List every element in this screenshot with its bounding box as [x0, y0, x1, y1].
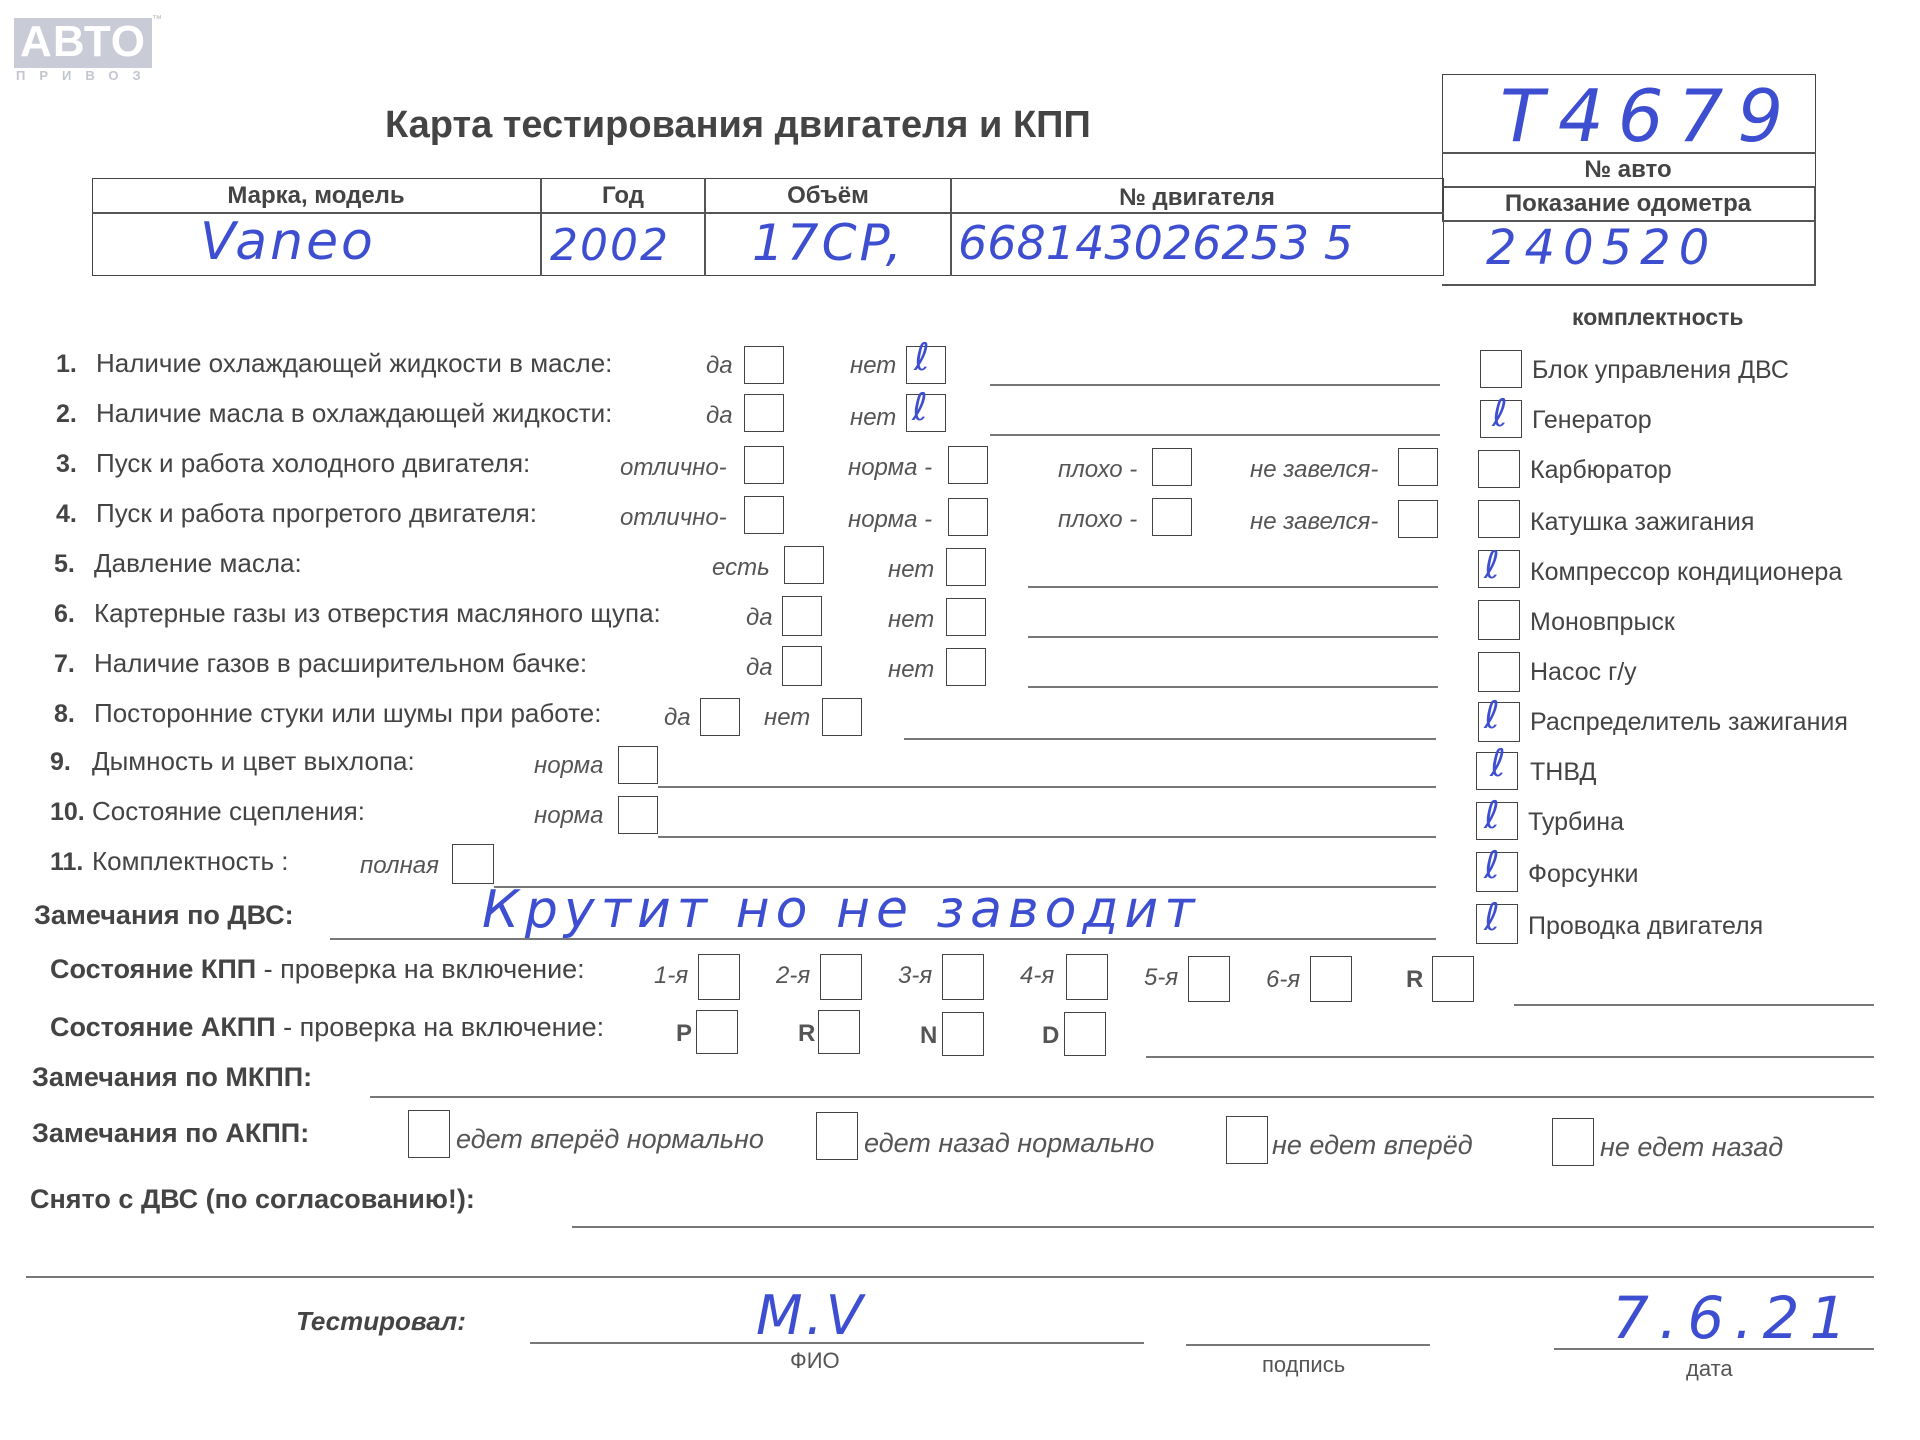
akpp-gear-d-checkbox[interactable]: [1064, 1012, 1106, 1056]
make-value: Vaneo: [200, 212, 376, 272]
mkpp-remarks-line: [370, 1096, 1874, 1098]
kit-checkbox-carburetor[interactable]: [1478, 450, 1520, 488]
q7-opt-a: да: [746, 654, 773, 681]
fio-caption: ФИО: [790, 1348, 840, 1373]
akpp-gear-p-label: P: [676, 1020, 693, 1047]
q5-checkbox-b[interactable]: [946, 548, 986, 586]
q4-checkbox-c[interactable]: [1152, 498, 1192, 536]
q8-opt-a: да: [664, 704, 691, 731]
logo-subtitle: ПРИВОЗ: [16, 68, 155, 83]
kpp-gear-5-label: 5-я: [1144, 964, 1179, 991]
q6-number: 6.: [54, 600, 75, 628]
q8-checkbox-a[interactable]: [700, 698, 740, 736]
q6-opt-b: нет: [888, 606, 935, 633]
kpp-gear-1-checkbox[interactable]: [698, 954, 740, 1000]
q3-checkbox-c[interactable]: [1152, 448, 1192, 486]
q10-opt-a: норма: [534, 802, 604, 829]
kpp-label: Состояние КПП: [50, 954, 257, 984]
q8-text: Посторонние стуки или шумы при работе:: [94, 698, 602, 728]
q3-checkbox-a[interactable]: [744, 446, 784, 484]
kpp-gear-2-label: 2-я: [776, 962, 811, 989]
kpp-suffix: - проверка на включение:: [256, 954, 585, 984]
q4-text: Пуск и работа прогретого двигателя:: [96, 498, 537, 528]
kit-check-injectors: ℓ: [1484, 843, 1500, 887]
kpp-gear-6-label: 6-я: [1266, 966, 1301, 993]
akpp-gear-p-checkbox[interactable]: [696, 1010, 738, 1054]
kit-checkbox-coil[interactable]: [1478, 500, 1520, 538]
tester-name: M.V: [756, 1284, 866, 1347]
q5-text: Давление масла:: [94, 548, 302, 578]
akpp-remark-no-back-checkbox[interactable]: [1552, 1118, 1594, 1166]
q9-text: Дымность и цвет выхлопа:: [92, 746, 415, 776]
year-value: 2002: [550, 220, 670, 271]
date-caption: дата: [1686, 1356, 1733, 1381]
akpp-label: Состояние АКПП: [50, 1012, 276, 1042]
q11-checkbox-a[interactable]: [452, 844, 494, 884]
q4-opt-c: плохо -: [1058, 506, 1138, 533]
akpp-remark-back-ok-checkbox[interactable]: [816, 1112, 858, 1160]
make-label: Марка, модель: [227, 182, 405, 209]
kit-check-wiring: ℓ: [1484, 895, 1500, 939]
akpp-remark-no-back-label: не едет назад: [1600, 1132, 1784, 1162]
q2-opt-a: да: [706, 402, 733, 429]
q4-number: 4.: [56, 500, 77, 528]
engine-label: № двигателя: [1119, 184, 1275, 211]
q6-line: [1028, 636, 1438, 638]
q3-checkbox-b[interactable]: [948, 446, 988, 484]
akpp-gear-n-label: N: [920, 1022, 938, 1049]
q7-text: Наличие газов в расширительном бачке:: [94, 648, 588, 678]
separator-line: [26, 1276, 1874, 1278]
removed-line: [572, 1226, 1874, 1228]
akpp-gear-r-checkbox[interactable]: [818, 1010, 860, 1054]
q4-checkbox-b[interactable]: [948, 498, 988, 536]
q4-opt-b: норма -: [848, 506, 933, 533]
kit-label-wiring: Проводка двигателя: [1528, 912, 1764, 940]
q8-line: [904, 738, 1436, 740]
kit-label-injectors: Форсунки: [1528, 860, 1639, 888]
removed-label: Снято с ДВС (по согласованию!):: [30, 1184, 475, 1214]
q1-opt-b: нет: [850, 352, 897, 379]
akpp-gear-r-label: R: [798, 1020, 816, 1047]
q7-number: 7.: [54, 650, 75, 678]
q6-checkbox-b[interactable]: [946, 598, 986, 636]
q1-checkbox-a[interactable]: [744, 346, 784, 384]
kit-check-ac-compressor: ℓ: [1484, 543, 1500, 587]
kit-label-ecu: Блок управления ДВС: [1532, 356, 1789, 384]
kit-label-tnvd: ТНВД: [1530, 758, 1597, 786]
tested-label: Тестировал:: [296, 1306, 466, 1336]
q2-checkbox-a[interactable]: [744, 394, 784, 432]
signature-caption: подпись: [1262, 1352, 1346, 1377]
akpp-remark-no-forward-checkbox[interactable]: [1226, 1116, 1268, 1164]
kpp-gear-1-label: 1-я: [654, 962, 689, 989]
akpp-remark-forward-ok-checkbox[interactable]: [408, 1110, 450, 1158]
mkpp-remarks-label: Замечания по МКПП:: [32, 1062, 313, 1092]
kpp-gear-r-label: R: [1406, 966, 1424, 993]
kit-label-carburetor: Карбюратор: [1530, 456, 1672, 484]
q9-line: [658, 786, 1436, 788]
kit-label-ac-compressor: Компрессор кондиционера: [1530, 558, 1843, 586]
q3-number: 3.: [56, 450, 77, 478]
kit-checkbox-monoinjection[interactable]: [1478, 600, 1520, 640]
kpp-gear-2-checkbox[interactable]: [820, 954, 862, 1000]
q1-opt-a: да: [706, 352, 733, 379]
car-number-value: T4679: [1500, 74, 1798, 158]
kit-check-tnvd: ℓ: [1490, 741, 1506, 785]
q3-opt-a: отлично-: [620, 454, 727, 481]
kit-label-generator: Генератор: [1532, 406, 1652, 434]
odometer-value: 240520: [1486, 220, 1718, 276]
akpp-remark-forward-ok-label: едет вперёд нормально: [456, 1124, 764, 1154]
q11-opt-a: полная: [360, 852, 439, 879]
q9-checkbox-a[interactable]: [618, 746, 658, 784]
odometer-label: Показание одометра: [1504, 190, 1752, 217]
q1-text: Наличие охлаждающей жидкости в масле:: [96, 348, 613, 378]
q11-text: Комплектность :: [92, 846, 289, 876]
q2-opt-b: нет: [850, 404, 897, 431]
q1-line: [990, 384, 1440, 386]
q3-opt-b: норма -: [848, 454, 933, 481]
engine-remarks-label: Замечания по ДВС:: [34, 900, 294, 930]
akpp-remark-no-forward-label: не едет вперёд: [1272, 1130, 1473, 1160]
akpp-remarks-label: Замечания по АКПП:: [32, 1118, 310, 1148]
kit-label-turbo: Турбина: [1528, 808, 1624, 836]
kit-label-distributor: Распределитель зажигания: [1530, 708, 1848, 736]
q4-checkbox-a[interactable]: [744, 496, 784, 534]
q3-opt-d: не завелся-: [1250, 456, 1379, 483]
akpp-line: [1146, 1056, 1874, 1058]
q2-line: [990, 434, 1440, 436]
q6-text: Картерные газы из отверстия масляного щупа:: [94, 598, 661, 628]
q7-opt-b: нет: [888, 656, 935, 683]
kit-checkbox-ps-pump[interactable]: [1478, 652, 1520, 692]
signature-line: [1186, 1344, 1430, 1346]
q2-text: Наличие масла в охлаждающей жидкости:: [96, 398, 613, 428]
q5-number: 5.: [54, 550, 75, 578]
kpp-gear-4-checkbox[interactable]: [1066, 954, 1108, 1000]
volume-label: Объём: [787, 182, 869, 209]
akpp-remark-back-ok-label: едет назад нормально: [864, 1128, 1155, 1158]
q4-checkbox-d[interactable]: [1398, 500, 1438, 538]
q3-checkbox-d[interactable]: [1398, 448, 1438, 486]
q8-checkbox-b[interactable]: [822, 698, 862, 736]
q7-checkbox-b[interactable]: [946, 648, 986, 686]
kpp-gear-r-checkbox[interactable]: [1432, 956, 1474, 1002]
year-label: Год: [602, 182, 644, 209]
car-number-label: № авто: [1584, 156, 1672, 183]
q1-checkmark: ℓ: [914, 335, 930, 379]
q2-number: 2.: [56, 400, 77, 428]
kit-checkbox-ecu[interactable]: [1480, 350, 1522, 388]
logo-trademark: ™: [152, 14, 162, 25]
kit-check-distributor: ℓ: [1484, 693, 1500, 737]
q3-opt-c: плохо -: [1058, 456, 1138, 483]
kpp-gear-4-label: 4-я: [1020, 962, 1055, 989]
q4-opt-d: не завелся-: [1250, 508, 1379, 535]
q8-opt-b: нет: [764, 704, 811, 731]
q10-number: 10.: [50, 798, 85, 826]
q3-text: Пуск и работа холодного двигателя:: [96, 448, 531, 478]
akpp-gear-n-checkbox[interactable]: [942, 1012, 984, 1056]
q5-checkbox-a[interactable]: [784, 546, 824, 584]
q10-text: Состояние сцепления:: [92, 796, 365, 826]
completeness-title: комплектность: [1572, 304, 1744, 330]
kpp-gear-3-checkbox[interactable]: [942, 954, 984, 1000]
q10-checkbox-a[interactable]: [618, 796, 658, 834]
akpp-gear-d-label: D: [1042, 1022, 1060, 1049]
kpp-gear-5-checkbox[interactable]: [1188, 956, 1230, 1002]
q4-opt-a: отлично-: [620, 504, 727, 531]
kpp-line: [1514, 1004, 1874, 1006]
test-date: 7.6.21: [1612, 1284, 1857, 1352]
q5-line: [1028, 586, 1438, 588]
q7-line: [1028, 686, 1438, 688]
kpp-gear-3-label: 3-я: [898, 962, 933, 989]
kit-check-generator: ℓ: [1492, 391, 1508, 435]
kit-label-coil: Катушка зажигания: [1530, 508, 1755, 536]
q1-number: 1.: [56, 350, 77, 378]
akpp-suffix: - проверка на включение:: [275, 1012, 605, 1042]
kpp-gear-6-checkbox[interactable]: [1310, 956, 1352, 1002]
q2-checkmark: ℓ: [912, 385, 928, 429]
q5-opt-b: нет: [888, 556, 935, 583]
engine-value: 668143026253 5: [958, 216, 1354, 270]
kit-check-turbo: ℓ: [1484, 793, 1500, 837]
q11-number: 11.: [50, 848, 84, 876]
q9-opt-a: норма: [534, 752, 604, 779]
q9-number: 9.: [50, 748, 71, 776]
kit-label-ps-pump: Насос г/у: [1530, 658, 1637, 686]
q10-line: [658, 836, 1436, 838]
engine-remarks-value: Крутит но не заводит: [482, 880, 1201, 940]
kit-label-monoinjection: Моновпрыск: [1530, 608, 1675, 636]
q5-opt-a: есть: [712, 554, 770, 581]
logo: АВТО: [14, 18, 152, 68]
q7-checkbox-a[interactable]: [782, 646, 822, 686]
q8-number: 8.: [54, 700, 75, 728]
volume-value: 17CP,: [752, 214, 905, 272]
q6-opt-a: да: [746, 604, 773, 631]
page-title: Карта тестирования двигателя и КПП: [385, 104, 1091, 146]
q6-checkbox-a[interactable]: [782, 596, 822, 636]
